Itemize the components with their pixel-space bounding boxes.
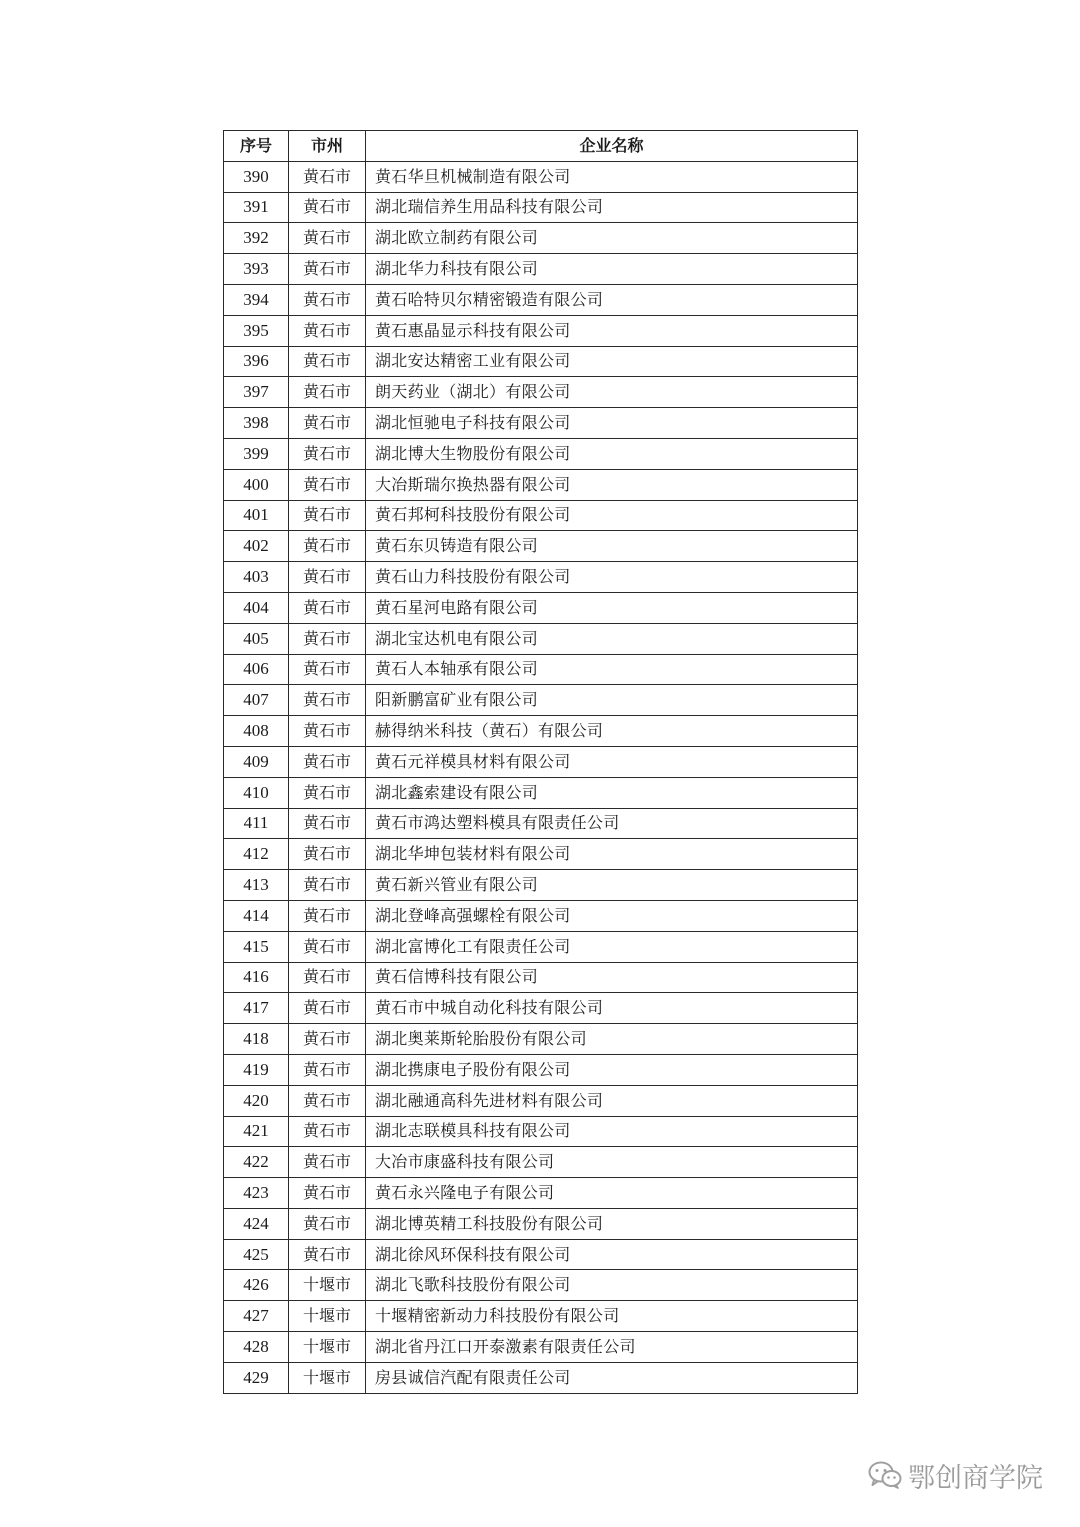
table-row [224, 777, 858, 808]
serial-cell: 394 [224, 284, 289, 315]
serial-cell: 412 [224, 839, 289, 870]
serial-cell: 392 [224, 223, 289, 254]
serial-cell: 422 [224, 1147, 289, 1178]
serial-cell: 413 [224, 870, 289, 901]
company-name-cell: 湖北志联模具科技有限公司 [366, 1116, 858, 1147]
city-cell: 黄石市 [289, 777, 366, 808]
table-row [224, 315, 858, 346]
company-name-cell: 阳新鹏富矿业有限公司 [366, 685, 858, 716]
table-row [224, 1208, 858, 1239]
serial-cell: 405 [224, 623, 289, 654]
serial-cell: 425 [224, 1239, 289, 1270]
serial-cell: 397 [224, 377, 289, 408]
serial-cell: 399 [224, 438, 289, 469]
city-cell: 黄石市 [289, 1116, 366, 1147]
table-row [224, 254, 858, 285]
company-name-cell: 湖北省丹江口开泰激素有限责任公司 [366, 1332, 858, 1363]
city-cell: 黄石市 [289, 284, 366, 315]
city-cell: 黄石市 [289, 685, 366, 716]
city-cell: 黄石市 [289, 716, 366, 747]
table-row [224, 931, 858, 962]
table-row [224, 500, 858, 531]
serial-cell: 426 [224, 1270, 289, 1301]
company-name-cell: 黄石星河电路有限公司 [366, 592, 858, 623]
serial-cell: 421 [224, 1116, 289, 1147]
serial-cell: 420 [224, 1085, 289, 1116]
city-cell: 黄石市 [289, 377, 366, 408]
enterprise-table [223, 130, 858, 1394]
city-cell: 黄石市 [289, 592, 366, 623]
company-name-cell: 黄石永兴隆电子有限公司 [366, 1178, 858, 1209]
city-cell: 黄石市 [289, 870, 366, 901]
table-row [224, 716, 858, 747]
company-name-cell: 湖北徐风环保科技有限公司 [366, 1239, 858, 1270]
serial-cell: 390 [224, 161, 289, 192]
serial-cell: 396 [224, 346, 289, 377]
company-name-cell: 湖北宝达机电有限公司 [366, 623, 858, 654]
serial-cell: 409 [224, 746, 289, 777]
company-name-cell: 朗天药业（湖北）有限公司 [366, 377, 858, 408]
table-row [224, 1178, 858, 1209]
table-row [224, 1362, 858, 1393]
city-cell: 黄石市 [289, 623, 366, 654]
city-cell: 黄石市 [289, 962, 366, 993]
company-name-cell: 大冶市康盛科技有限公司 [366, 1147, 858, 1178]
company-name-cell: 湖北登峰高强螺栓有限公司 [366, 900, 858, 931]
serial-cell: 411 [224, 808, 289, 839]
company-name-cell: 黄石邦柯科技股份有限公司 [366, 500, 858, 531]
serial-cell: 410 [224, 777, 289, 808]
table-row [224, 438, 858, 469]
serial-cell: 417 [224, 993, 289, 1024]
table-row [224, 192, 858, 223]
table-row [224, 592, 858, 623]
table-row [224, 223, 858, 254]
table-row [224, 1301, 858, 1332]
table-row [224, 408, 858, 439]
company-name-cell: 湖北恒驰电子科技有限公司 [366, 408, 858, 439]
city-cell: 黄石市 [289, 900, 366, 931]
company-name-cell: 湖北奥莱斯轮胎股份有限公司 [366, 1024, 858, 1055]
table-row [224, 623, 858, 654]
serial-cell: 418 [224, 1024, 289, 1055]
company-name-cell: 黄石市鸿达塑料模具有限责任公司 [366, 808, 858, 839]
serial-cell: 429 [224, 1362, 289, 1393]
company-name-cell: 湖北博大生物股份有限公司 [366, 438, 858, 469]
city-cell: 黄石市 [289, 469, 366, 500]
city-cell: 黄石市 [289, 1208, 366, 1239]
city-cell: 黄石市 [289, 408, 366, 439]
company-name-cell: 黄石东贝铸造有限公司 [366, 531, 858, 562]
header-city: 市州 [289, 131, 366, 162]
company-name-cell: 黄石山力科技股份有限公司 [366, 562, 858, 593]
table-row [224, 562, 858, 593]
table-row [224, 161, 858, 192]
serial-cell: 424 [224, 1208, 289, 1239]
city-cell: 十堰市 [289, 1301, 366, 1332]
city-cell: 黄石市 [289, 1178, 366, 1209]
serial-cell: 415 [224, 931, 289, 962]
serial-cell: 400 [224, 469, 289, 500]
company-name-cell: 湖北欧立制药有限公司 [366, 223, 858, 254]
table-row [224, 1147, 858, 1178]
company-name-cell: 湖北博英精工科技股份有限公司 [366, 1208, 858, 1239]
serial-cell: 416 [224, 962, 289, 993]
city-cell: 黄石市 [289, 839, 366, 870]
table-row [224, 993, 858, 1024]
company-name-cell: 赫得纳米科技（黄石）有限公司 [366, 716, 858, 747]
serial-cell: 404 [224, 592, 289, 623]
city-cell: 黄石市 [289, 931, 366, 962]
company-name-cell: 房县诚信汽配有限责任公司 [366, 1362, 858, 1393]
table-row [224, 839, 858, 870]
table-row [224, 685, 858, 716]
serial-cell: 414 [224, 900, 289, 931]
city-cell: 黄石市 [289, 346, 366, 377]
table-row [224, 1024, 858, 1055]
city-cell: 黄石市 [289, 993, 366, 1024]
company-name-cell: 黄石新兴管业有限公司 [366, 870, 858, 901]
watermark [868, 1455, 1043, 1495]
serial-cell: 428 [224, 1332, 289, 1363]
serial-cell: 423 [224, 1178, 289, 1209]
company-name-cell: 黄石人本轴承有限公司 [366, 654, 858, 685]
company-name-cell: 湖北鑫索建设有限公司 [366, 777, 858, 808]
city-cell: 黄石市 [289, 161, 366, 192]
serial-cell: 395 [224, 315, 289, 346]
company-name-cell: 湖北富博化工有限责任公司 [366, 931, 858, 962]
company-name-cell: 黄石华旦机械制造有限公司 [366, 161, 858, 192]
city-cell: 黄石市 [289, 746, 366, 777]
company-name-cell: 黄石哈特贝尔精密锻造有限公司 [366, 284, 858, 315]
city-cell: 黄石市 [289, 562, 366, 593]
city-cell: 黄石市 [289, 1239, 366, 1270]
serial-cell: 393 [224, 254, 289, 285]
table-row [224, 1239, 858, 1270]
serial-cell: 408 [224, 716, 289, 747]
company-name-cell: 湖北瑞信养生用品科技有限公司 [366, 192, 858, 223]
city-cell: 黄石市 [289, 1054, 366, 1085]
company-name-cell: 湖北华坤包装材料有限公司 [366, 839, 858, 870]
city-cell: 黄石市 [289, 438, 366, 469]
watermark-text: 鄂创商学院 [908, 1462, 1043, 1494]
company-name-cell: 湖北华力科技有限公司 [366, 254, 858, 285]
serial-cell: 391 [224, 192, 289, 223]
serial-cell: 419 [224, 1054, 289, 1085]
company-name-cell: 湖北携康电子股份有限公司 [366, 1054, 858, 1085]
company-name-cell: 黄石信博科技有限公司 [366, 962, 858, 993]
city-cell: 黄石市 [289, 254, 366, 285]
city-cell: 黄石市 [289, 808, 366, 839]
company-name-cell: 黄石惠晶显示科技有限公司 [366, 315, 858, 346]
table-row [224, 377, 858, 408]
city-cell: 黄石市 [289, 315, 366, 346]
city-cell: 黄石市 [289, 1147, 366, 1178]
city-cell: 黄石市 [289, 1024, 366, 1055]
table-row [224, 1054, 858, 1085]
table-row [224, 962, 858, 993]
city-cell: 十堰市 [289, 1270, 366, 1301]
table-row [224, 654, 858, 685]
table-row [224, 1116, 858, 1147]
company-name-cell: 湖北融通高科先进材料有限公司 [366, 1085, 858, 1116]
serial-cell: 398 [224, 408, 289, 439]
city-cell: 黄石市 [289, 192, 366, 223]
serial-cell: 401 [224, 500, 289, 531]
table-row [224, 531, 858, 562]
table-row [224, 469, 858, 500]
table-row [224, 746, 858, 777]
serial-cell: 403 [224, 562, 289, 593]
serial-cell: 407 [224, 685, 289, 716]
header-company-name: 企业名称 [366, 131, 858, 162]
table-row [224, 1085, 858, 1116]
city-cell: 黄石市 [289, 531, 366, 562]
city-cell: 黄石市 [289, 500, 366, 531]
city-cell: 黄石市 [289, 223, 366, 254]
table-row [224, 900, 858, 931]
company-name-cell: 大冶斯瑞尔换热器有限公司 [366, 469, 858, 500]
table-row [224, 808, 858, 839]
city-cell: 十堰市 [289, 1362, 366, 1393]
header-serial: 序号 [224, 131, 289, 162]
company-name-cell: 黄石市中城自动化科技有限公司 [366, 993, 858, 1024]
table-row [224, 870, 858, 901]
company-name-cell: 十堰精密新动力科技股份有限公司 [366, 1301, 858, 1332]
city-cell: 十堰市 [289, 1332, 366, 1363]
serial-cell: 406 [224, 654, 289, 685]
table-row [224, 1270, 858, 1301]
table-row [224, 1332, 858, 1363]
table-row [224, 346, 858, 377]
city-cell: 黄石市 [289, 654, 366, 685]
serial-cell: 402 [224, 531, 289, 562]
serial-cell: 427 [224, 1301, 289, 1332]
company-name-cell: 黄石元祥模具材料有限公司 [366, 746, 858, 777]
table-body [224, 161, 858, 1393]
company-name-cell: 湖北安达精密工业有限公司 [366, 346, 858, 377]
wechat-icon [868, 1461, 902, 1489]
company-name-cell: 湖北飞歌科技股份有限公司 [366, 1270, 858, 1301]
table-row [224, 284, 858, 315]
table-header-row [224, 131, 858, 162]
city-cell: 黄石市 [289, 1085, 366, 1116]
